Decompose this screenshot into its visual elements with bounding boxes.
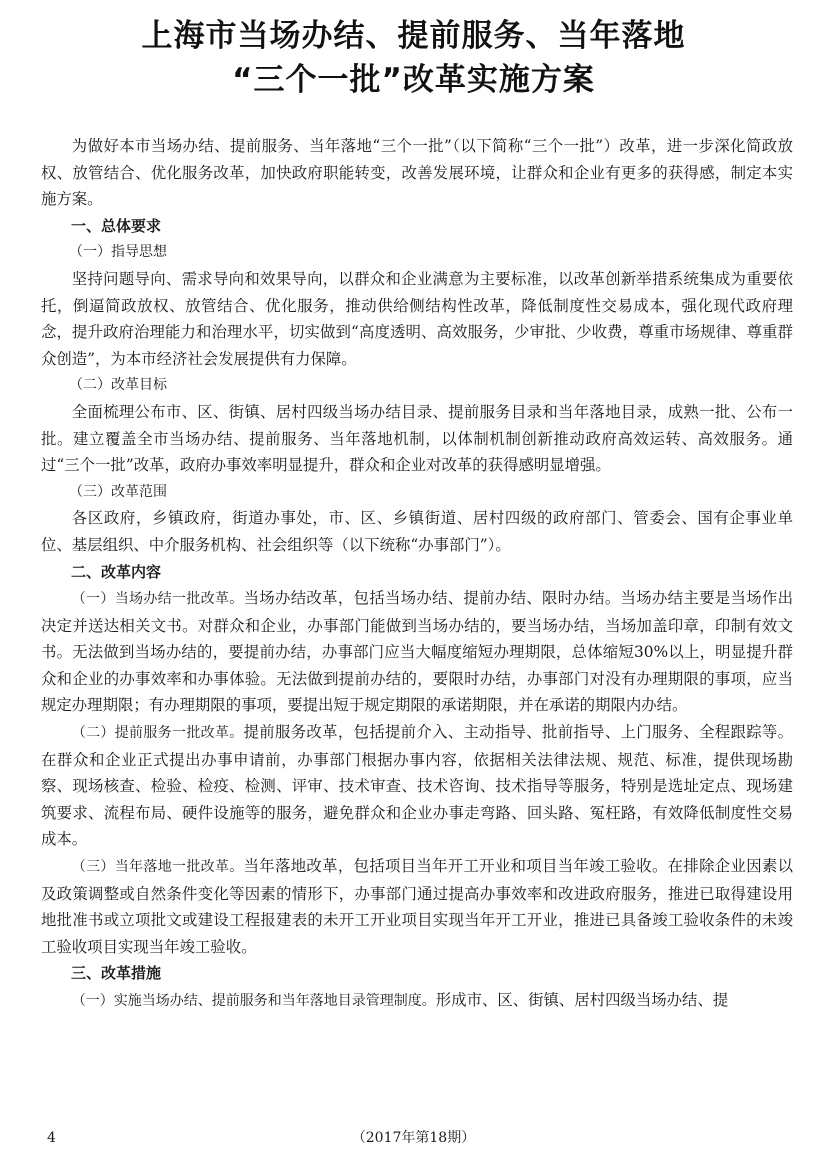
document-body (41, 133, 793, 1015)
document-title-line-1: 上海市当场办结、提前服务、当年落地 (141, 18, 686, 54)
paragraph-3-1 (41, 987, 793, 1015)
paragraph-lead-2-3: （三）当年落地一批改革。 (71, 859, 244, 876)
page-number: 4 (47, 1130, 56, 1146)
section-heading-1: 一、总体要求 (71, 216, 162, 235)
section-heading-3: 三、改革措施 (71, 964, 162, 983)
paragraph-2-3 (41, 853, 793, 960)
paragraph-text-2-1: 当场办结改革，包括当场办结、提前办结、限时办结。当场办结主要是当场作出决定并送达相关文书。对群众和企业，办事部门能做到当场办结的，要当场办结，当场加盖印章，印制有效文书。无法做到当场办结的，要提前办结，办事部门应当大幅度缩短办理期限，总体缩短30%以上，明显提升群众和企业的办事效率和办事体验。无法做到提前办结的，要限时办结，办事部门对没有办理期限的事项，应当规定办理期限；有办理期限的事项，要提出短于规定期限的承诺期限，并在承诺的期限内办结。 (41, 589, 793, 715)
paragraph-text-2-2: 提前服务改革，包括提前介入、主动指导、批前指导、上门服务、全程跟踪等。在群众和企业正式提出办事申请前，办事部门根据办事内容，依据相关法律法规、规范、标准，提供现场勘察、现场核查、检验、检疫、检测、评审、技术审查、技术咨询、技术指导等服务，特别是选址定点、现场建筑要求、流程布局、硬件设施等的服务，避免群众和企业办事走弯路、回头路、冤枉路，有效降低制度性交易成本。 (41, 723, 793, 849)
subsection-heading-1-1: （一）指导思想 (69, 244, 167, 261)
intro-paragraph: 为做好本市当场办结、提前服务、当年落地“三个一批”（以下简称“三个一批”）改革，进一步深化简政放权、放管结合、优化服务改革，加快政府职能转变，改善发展环境，让群众和企业有更多的获得感，制定本实施方案。 (41, 137, 793, 209)
paragraph-lead-2-1: （一）当场办结一批改革。 (71, 591, 244, 608)
subsection-heading-1-2: （二）改革目标 (69, 377, 167, 394)
subsection-heading-1-3: （三）改革范围 (69, 483, 167, 500)
subsection-text-1-1: 坚持问题导向、需求导向和效果导向，以群众和企业满意为主要标准，以改革创新举措系统集成为重要依托，倒逼简政放权、放管结合、优化服务，推动供给侧结构性改革，降低制度性交易成本，强化现代政府理念，提升政府治理能力和治理水平，切实做到“高度透明、高效服务，少审批、少收费，尊重市场规律、尊重群众创造”，为本市经济社会发展提供有力保障。 (41, 269, 793, 368)
subsection-text-1-3: 各区政府，乡镇政府，街道办事处，市、区、乡镇街道、居村四级的政府部门、管委会、国有企事业单位、基层组织、中介服务机构、社会组织等（以下统称“办事部门”）。 (41, 509, 793, 554)
issue-label: （2017年第18期） (351, 1130, 476, 1146)
document-title-line-2: “三个一批”改革实施方案 (232, 62, 595, 98)
paragraph-text-3-1: 形成市、区、街镇、居村四级当场办结、提 (435, 991, 729, 1009)
section-heading-2: 二、改革内容 (71, 562, 162, 581)
paragraph-lead-3-1: （一）实施当场办结、提前服务和当年落地目录管理制度。 (71, 993, 436, 1009)
paragraph-lead-2-2: （二）提前服务一批改革。 (71, 725, 244, 742)
paragraph-2-2 (41, 719, 793, 853)
paragraph-text-2-3: 当年落地改革，包括项目当年开工开业和项目当年竣工验收。在排除企业因素以及政策调整或自然条件变化等因素的情形下，办事部门通过提高办事效率和改进政府服务，推进已取得建设用地批准书或立项批文或建设工程报建表的未开工开业项目实现当年开工开业，推进已具备竣工验收条件的未竣工验收项目实现当年竣工验收。 (41, 857, 793, 956)
paragraph-2-1 (41, 585, 793, 719)
subsection-text-1-2: 全面梳理公布市、区、街镇、居村四级当场办结目录、提前服务目录和当年落地目录，成熟一批、公布一批。建立覆盖全市当场办结、提前服务、当年落地机制，以体制机制创新推动政府高效运转、高效服务。通过“三个一批”改革，政府办事效率明显提升，群众和企业对改革的获得感明显增强。 (41, 402, 793, 475)
